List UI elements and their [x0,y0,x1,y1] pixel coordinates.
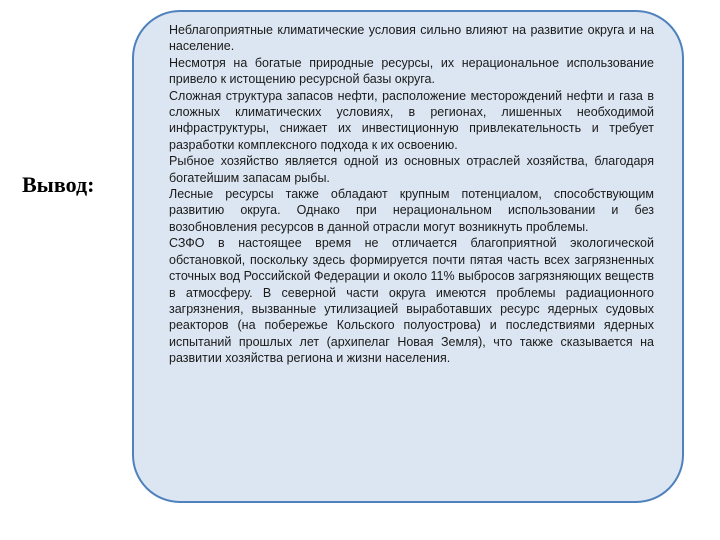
paragraph-climate: Неблагоприятные климатические условия сильно влияют на развитие округа и на население. [169,23,654,54]
paragraph-fishing: Рыбное хозяйство является одной из основных отраслей хозяйства, благодаря богатейшим запасам рыбы. [169,154,654,185]
paragraph-oil-gas: Сложная структура запасов нефти, расположение месторождений нефти и газа в сложных климатических условиях, в регионах, лишенных необходимой инфраструктуры, снижает их инвестиционную привлекательность и требует разработки комплексного подхода к их освоению. [169,88,654,152]
conclusion-text [169,22,654,367]
paragraph-resources: Несмотря на богатые природные ресурсы, их нерациональное использование привело к истощению ресурсной базы округа. [169,55,654,87]
slide-heading: Вывод: [22,172,95,197]
paragraph-forest: Лесные ресурсы также обладают крупным потенциалом, способствующим развитию округа. Однако при нерациональном использовании и без возобновления ресурсов в данной отрасли могут возникнуть проблемы. [169,187,654,234]
paragraph-ecology: СЗФО в настоящее время не отличается благоприятной экологической обстановкой, поскольку здесь формируется почти пятая часть всех загрязненных сточных вод Российской Федерации и около 11% выбросов загрязняющих веществ в атмосферу. В северной части округа имеются проблемы радиационного загрязнения, вызванные утилизацией выработавших ресурс ядерных судовых реакторов (на побережье Кольского полуострова) и последствиями ядерных испытаний прошлых лет (архипелаг Новая Земля), что также сказывается на развитии хозяйства региона и жизни населения. [169,236,654,366]
